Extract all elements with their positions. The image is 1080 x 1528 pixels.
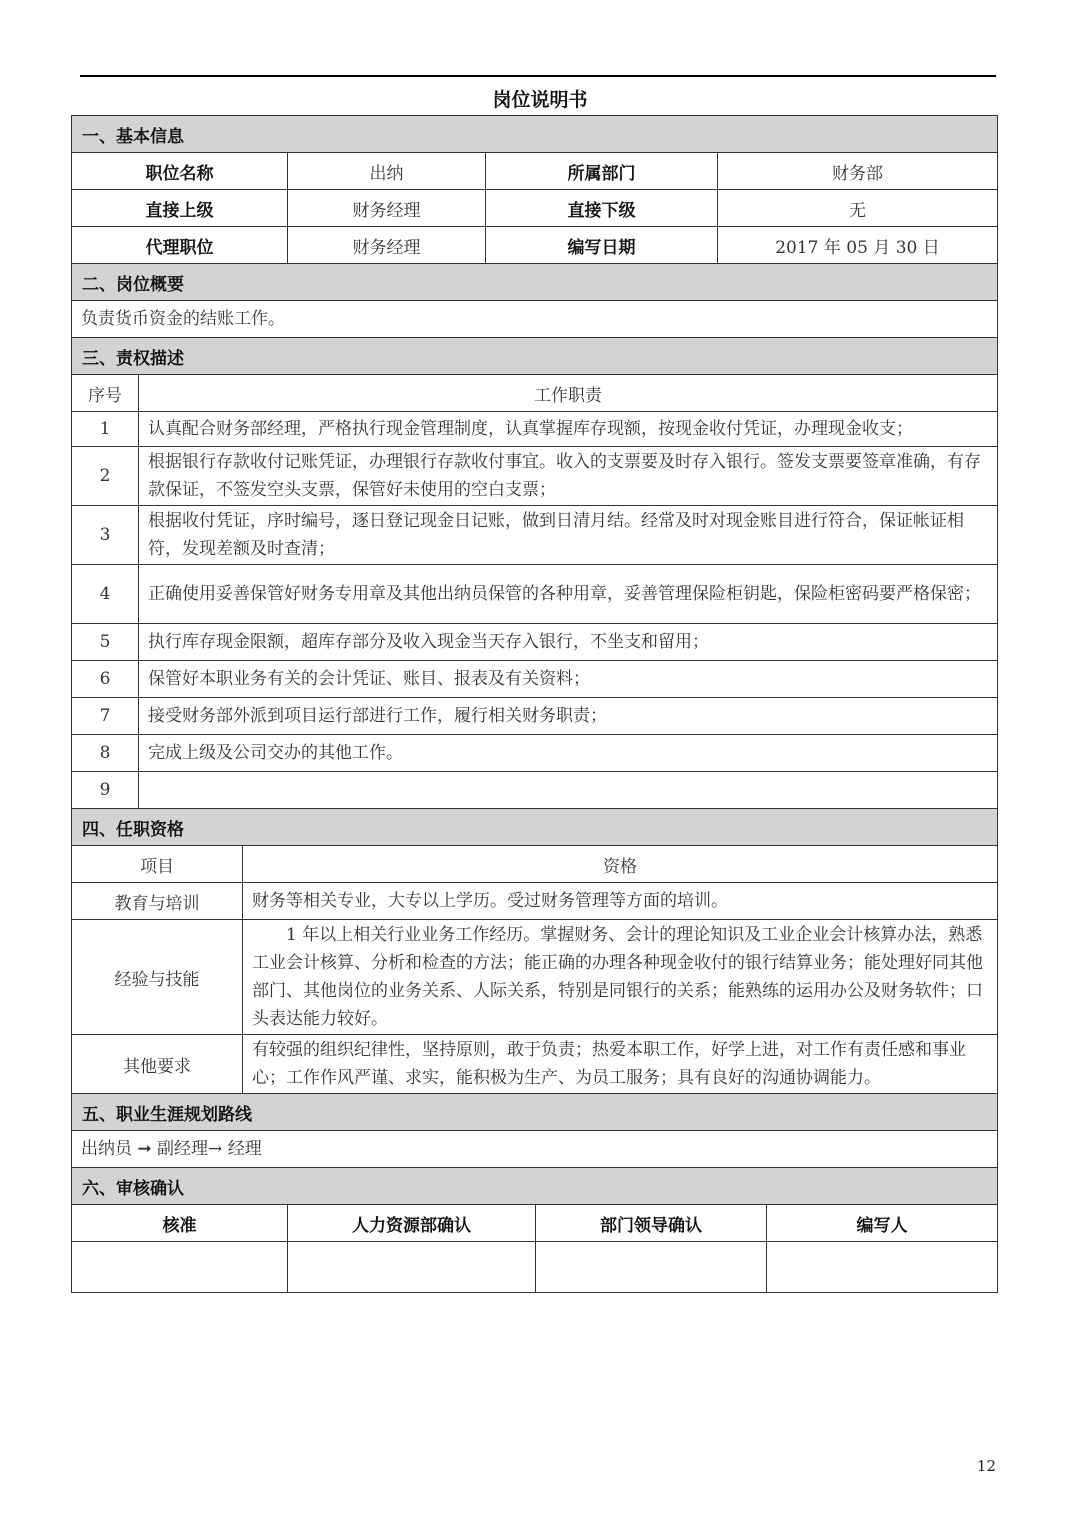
review-author-signature	[767, 1242, 998, 1293]
duty-text: 根据银行存款收付记账凭证，办理银行存款收付事宜。收入的支票要及时存入银行。签发支票要签章准确，有存款保证，不签发空头支票，保管好未使用的空白支票；	[139, 447, 998, 506]
qual-col-item: 项目	[72, 846, 243, 883]
qual-item: 教育与培训	[72, 883, 243, 920]
page-number: 12	[976, 1457, 996, 1475]
header-rule	[80, 75, 996, 77]
review-author-label: 编写人	[767, 1205, 998, 1242]
review-dept-lead-label: 部门领导确认	[536, 1205, 767, 1242]
duty-text: 正确使用妥善保管好财务专用章及其他出纳员保管的各种用章，妥善管理保险柜钥匙，保险柜密码要严格保密；	[139, 565, 998, 624]
date-value: 2017 年 05 月 30 日	[718, 227, 998, 264]
duty-no: 2	[72, 447, 139, 506]
dept-value: 财务部	[718, 153, 998, 190]
document-title: 岗位说明书	[492, 89, 588, 111]
duty-text	[139, 772, 998, 809]
duty-text: 根据收付凭证，序时编号，逐日登记现金日记账，做到日清月结。经常及时对现金账目进行符合，保证帐证相符，发现差额及时查清；	[139, 506, 998, 565]
section-career: 五、职业生涯规划路线	[72, 1094, 998, 1131]
duty-no: 1	[72, 412, 139, 447]
review-hr-label: 人力资源部确认	[288, 1205, 536, 1242]
duties-col-no: 序号	[72, 375, 139, 412]
qual-item: 其他要求	[72, 1035, 243, 1094]
dept-label: 所属部门	[486, 153, 718, 190]
duty-text: 完成上级及公司交办的其他工作。	[139, 735, 998, 772]
subordinate-value: 无	[718, 190, 998, 227]
deputy-label: 代理职位	[72, 227, 288, 264]
duty-text: 认真配合财务部经理，严格执行现金管理制度，认真掌握库存现额，按现金收付凭证，办理现金收支；	[139, 412, 998, 447]
superior-label: 直接上级	[72, 190, 288, 227]
duty-no: 8	[72, 735, 139, 772]
qual-text-indented	[243, 920, 998, 1035]
review-dept-lead-signature	[536, 1242, 767, 1293]
duty-no: 6	[72, 661, 139, 698]
duty-text: 接受财务部外派到项目运行部进行工作，履行相关财务职责；	[139, 698, 998, 735]
review-hr-signature	[288, 1242, 536, 1293]
qual-col-req: 资格	[243, 846, 998, 883]
section-basic-info: 一、基本信息	[72, 116, 998, 153]
duty-no: 5	[72, 624, 139, 661]
career-path: 出纳员 ➞ 副经理→ 经理	[72, 1131, 998, 1168]
qual-text: 财务等相关专业，大专以上学历。受过财务管理等方面的培训。	[243, 883, 998, 920]
qual-text: 1 年以上相关行业业务工作经历。掌握财务、会计的理论知识及工业企业会计核算办法，熟悉工业会计核算、分析和检查的方法；能正确的办理各种现金收付的银行结算业务；能处理好同其他部门、其他岗位的业务关系、人际关系，特别是同银行的关系；能熟练的运用办公及财务软件；口头表达能力较好。	[252, 925, 983, 1029]
overview-text: 负责货币资金的结账工作。	[72, 301, 998, 338]
review-approve-label: 核准	[72, 1205, 288, 1242]
section-review: 六、审核确认	[72, 1168, 998, 1205]
section-overview: 二、岗位概要	[72, 264, 998, 301]
qual-text: 有较强的组织纪律性，坚持原则，敢于负责；热爱本职工作，好学上进，对工作有责任感和事业心；工作作风严谨、求实，能积极为生产、为员工服务；具有良好的沟通协调能力。	[243, 1035, 998, 1094]
duty-text: 执行库存现金限额，超库存部分及收入现金当天存入银行，不坐支和留用；	[139, 624, 998, 661]
duties-col-desc: 工作职责	[139, 375, 998, 412]
superior-value: 财务经理	[288, 190, 486, 227]
duty-no: 9	[72, 772, 139, 809]
review-approve-signature	[72, 1242, 288, 1293]
job-description-table	[71, 115, 998, 1293]
section-qualifications: 四、任职资格	[72, 809, 998, 846]
duty-no: 3	[72, 506, 139, 565]
subordinate-label: 直接下级	[486, 190, 718, 227]
position-label: 职位名称	[72, 153, 288, 190]
duty-no: 4	[72, 565, 139, 624]
duty-no: 7	[72, 698, 139, 735]
deputy-value: 财务经理	[288, 227, 486, 264]
position-value: 出纳	[288, 153, 486, 190]
qual-item: 经验与技能	[72, 920, 243, 1035]
date-label: 编写日期	[486, 227, 718, 264]
section-duties: 三、责权描述	[72, 338, 998, 375]
duty-text: 保管好本职业务有关的会计凭证、账目、报表及有关资料；	[139, 661, 998, 698]
